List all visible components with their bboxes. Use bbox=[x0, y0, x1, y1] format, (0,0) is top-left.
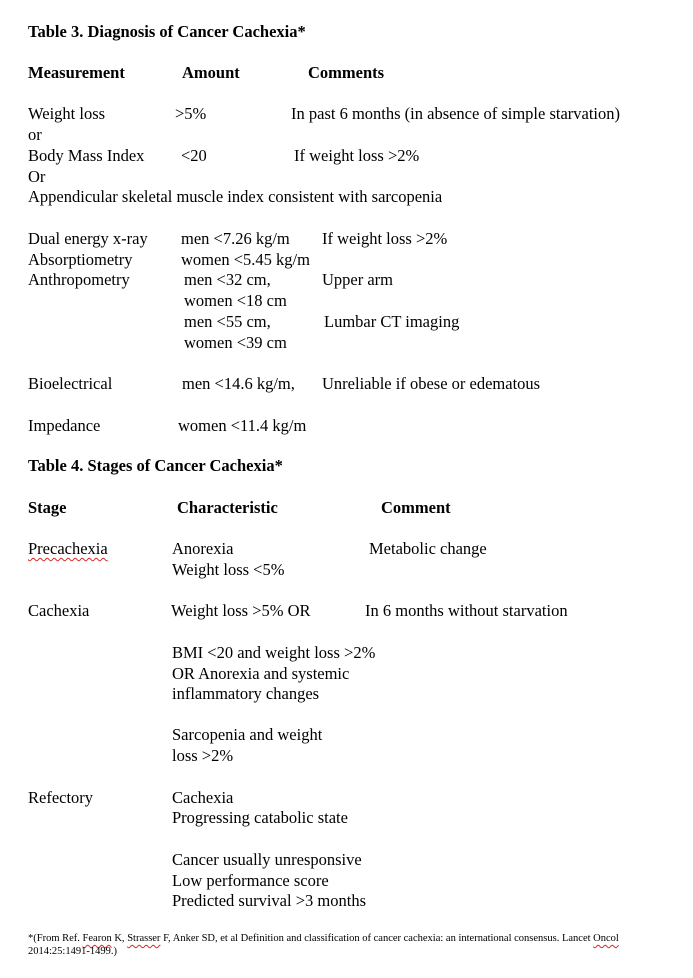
footnote-part-3: F, Anker SD, et al Definition and classification of cancer cachexia: an international consensus. Lancet bbox=[160, 933, 594, 944]
bmi-amount: <20 bbox=[181, 146, 207, 165]
precachexia-label: Precachexia bbox=[28, 539, 108, 558]
weight-loss-comment: In past 6 months (in absence of simple starvation) bbox=[291, 104, 621, 123]
bmi-comment: If weight loss >2% bbox=[294, 146, 420, 165]
anthro-comment-2: Lumbar CT imaging bbox=[324, 312, 460, 331]
bmi-label: Body Mass Index bbox=[28, 146, 145, 165]
weight-loss-amount: >5% bbox=[175, 104, 207, 123]
dual-men: men <7.26 kg/m bbox=[181, 229, 290, 248]
precachexia-comment: Metabolic change bbox=[369, 539, 487, 558]
absorptiometry-label: Absorptiometry bbox=[28, 250, 133, 269]
anthro-women-1: women <18 cm bbox=[184, 291, 287, 310]
cachexia-char-2: BMI <20 and weight loss >2% bbox=[172, 643, 376, 662]
dual-energy-label: Dual energy x-ray bbox=[28, 229, 148, 248]
table3-title: Table 3. Diagnosis of Cancer Cachexia* bbox=[28, 22, 306, 41]
cachexia-char-1: Weight loss >5% OR bbox=[171, 601, 311, 620]
anthro-men-2: men <55 cm, bbox=[184, 312, 271, 331]
cachexia-char-5: Sarcopenia and weight bbox=[172, 725, 323, 744]
footnote bbox=[28, 932, 678, 958]
header-characteristic: Characteristic bbox=[177, 498, 278, 517]
footnote-part-1: *(From Ref. bbox=[28, 933, 83, 944]
bioelectrical-label: Bioelectrical bbox=[28, 374, 113, 393]
anthro-comment-1: Upper arm bbox=[322, 270, 394, 289]
weight-loss-label: Weight loss bbox=[28, 104, 106, 123]
footnote-author-fearon: Fearon bbox=[82, 933, 112, 944]
anthropometry-label: Anthropometry bbox=[28, 270, 130, 289]
cachexia-comment: In 6 months without starvation bbox=[365, 601, 568, 620]
impedance-label: Impedance bbox=[28, 416, 101, 435]
precachexia-char-2: Weight loss <5% bbox=[172, 560, 285, 579]
anthro-women-2: women <39 cm bbox=[184, 333, 287, 352]
cachexia-char-6: loss >2% bbox=[172, 746, 234, 765]
impedance-women: women <11.4 kg/m bbox=[178, 416, 307, 435]
refractory-char-3: Cancer usually unresponsive bbox=[172, 850, 362, 869]
refractory-label: Refectory bbox=[28, 788, 94, 807]
footnote-journal-oncol: Oncol bbox=[593, 933, 619, 944]
header-stage: Stage bbox=[28, 498, 67, 517]
header-amount: Amount bbox=[182, 63, 240, 82]
precachexia-char-1: Anorexia bbox=[172, 539, 234, 558]
dual-comment: If weight loss >2% bbox=[322, 229, 448, 248]
header-comments: Comments bbox=[308, 63, 385, 82]
bio-men: men <14.6 kg/m, bbox=[182, 374, 295, 393]
or-text-2: Or bbox=[28, 167, 46, 186]
header-comment: Comment bbox=[381, 498, 451, 517]
appendicular-text: Appendicular skeletal muscle index consistent with sarcopenia bbox=[28, 187, 443, 206]
dual-women: women <5.45 kg/m bbox=[181, 250, 310, 269]
footnote-part-2: K, bbox=[111, 933, 128, 944]
or-text: or bbox=[28, 125, 42, 144]
footnote-author-strasser: Strasser bbox=[127, 933, 161, 944]
anthro-men-1: men <32 cm, bbox=[184, 270, 271, 289]
cachexia-char-3: OR Anorexia and systemic bbox=[172, 664, 350, 683]
refractory-char-2: Progressing catabolic state bbox=[172, 808, 348, 827]
footnote-part-4: 2014:25:1491-1499.) bbox=[28, 946, 117, 957]
bio-comment: Unreliable if obese or edematous bbox=[322, 374, 541, 393]
header-measurement: Measurement bbox=[28, 63, 125, 82]
refractory-char-4: Low performance score bbox=[172, 871, 329, 890]
cachexia-label: Cachexia bbox=[28, 601, 90, 620]
cachexia-char-4: inflammatory changes bbox=[172, 684, 320, 703]
table4-title: Table 4. Stages of Cancer Cachexia* bbox=[28, 456, 283, 475]
refractory-char-1: Cachexia bbox=[172, 788, 234, 807]
refractory-char-5: Predicted survival >3 months bbox=[172, 891, 366, 910]
